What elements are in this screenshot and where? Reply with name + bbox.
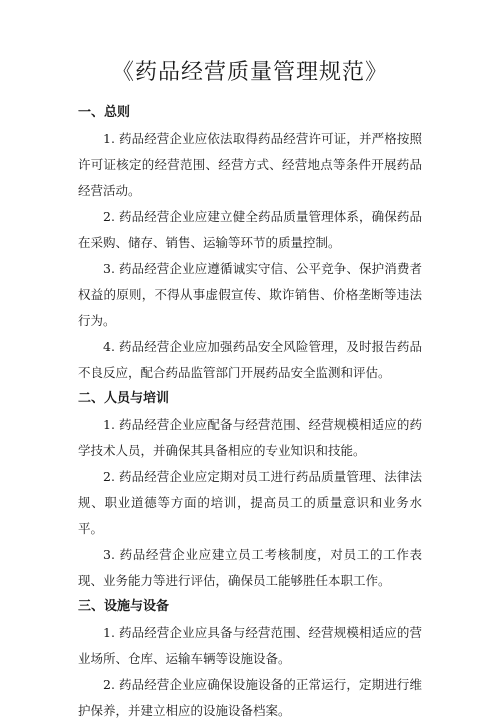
clause: 2. 药品经营企业应定期对员工进行药品质量管理、法律法规、职业道德等方面的培训，提高员工的质量意识和业务水平。 [78, 469, 422, 536]
section-heading: 三、设施与设备 [78, 599, 170, 614]
section-heading: 一、总则 [78, 105, 131, 120]
clause: 3. 药品经营企业应遵循诚实守信、公平竞争、保护消费者权益的原则，不得从事虚假宣传、欺诈销售、价格垄断等违法行为。 [78, 261, 422, 328]
clause: 2. 药品经营企业应确保设施设备的正常运行，定期进行维护保养，并建立相应的设施设备档案。 [78, 677, 422, 718]
clause: 1. 药品经营企业应依法取得药品经营许可证，并严格按照许可证核定的经营范围、经营方式、经营地点等条件开展药品经营活动。 [78, 131, 422, 198]
clause: 2. 药品经营企业应建立健全药品质量管理体系，确保药品在采购、储存、销售、运输等环节的质量控制。 [78, 209, 422, 250]
document-title: 《药品经营质量管理规范》 [111, 60, 388, 85]
section-personnel-training [78, 386, 422, 594]
section-facilities-equipment [78, 594, 422, 724]
clause: 3. 药品经营企业应建立员工考核制度，对员工的工作表现、业务能力等进行评估，确保员工能够胜任本职工作。 [78, 547, 422, 588]
clause: 1. 药品经营企业应配备与经营范围、经营规模相适应的药学技术人员，并确保其具备相应的专业知识和技能。 [78, 417, 422, 458]
section-general [78, 100, 422, 386]
spacer [78, 88, 422, 100]
clause: 4. 药品经营企业应加强药品安全风险管理，及时报告药品不良反应，配合药品监管部门开展药品安全监测和评估。 [78, 339, 422, 380]
section-heading: 二、人员与培训 [78, 391, 170, 406]
clause: 1. 药品经营企业应具备与经营范围、经营规模相适应的营业场所、仓库、运输车辆等设施设备。 [78, 625, 422, 666]
